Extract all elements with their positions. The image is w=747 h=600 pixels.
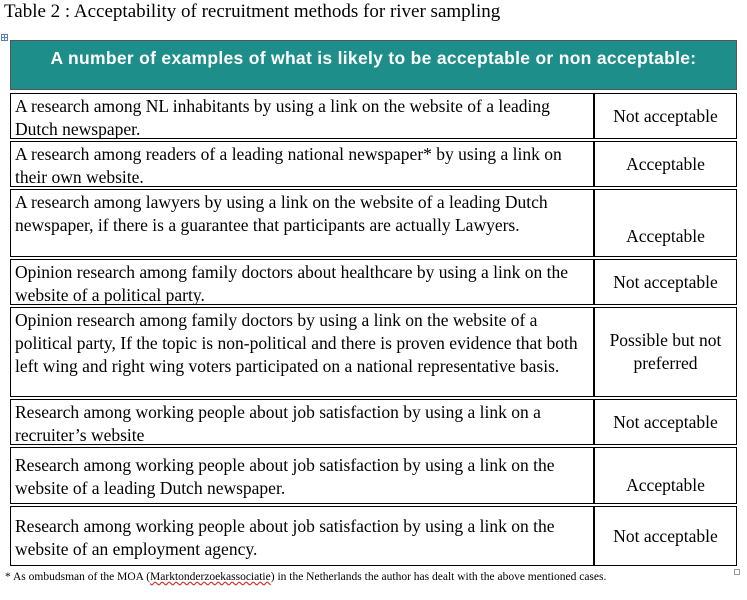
table-row (10, 506, 737, 566)
table-move-handle-icon[interactable] (1, 34, 8, 41)
row-verdict: Not acceptable (594, 399, 737, 445)
row-description: Opinion research among family doctors by using a link on the website of a political party, If the topic is non-political and there is proven evidence that both left wing and right wing voters participated on a national representative basis. (10, 307, 594, 397)
row-description: A research among NL inhabitants by using a link on the website of a leading Dutch newspaper. (10, 93, 594, 139)
table-header (10, 40, 737, 90)
table-row (10, 189, 737, 257)
footnote-prefix: * As ombudsman of the MOA ( (5, 571, 151, 583)
row-verdict: Not acceptable (594, 259, 737, 305)
row-verdict: Not acceptable (594, 506, 737, 566)
row-description: A research among readers of a leading national newspaper* by using a link on their own website. (10, 141, 594, 187)
table-header-title: A number of examples of what is likely to be acceptable or non acceptable: (50, 48, 697, 68)
row-description: Opinion research among family doctors about healthcare by using a link on the website of a political party. (10, 259, 594, 305)
row-description: Research among working people about job satisfaction by using a link on the website of a leading Dutch newspaper. (10, 447, 594, 504)
row-verdict: Acceptable (594, 141, 737, 187)
text-boundary-marker (734, 569, 740, 575)
footnote (5, 570, 725, 584)
row-verdict: Possible but not preferred (594, 307, 737, 397)
table-caption: Table 2 : Acceptability of recruitment methods for river sampling (4, 1, 501, 22)
row-verdict: Not acceptable (594, 93, 737, 139)
table-row (10, 307, 737, 397)
table-row (10, 447, 737, 504)
table-row (10, 259, 737, 305)
row-description: Research among working people about job satisfaction by using a link on a recruiter’s website (10, 399, 594, 445)
row-description: A research among lawyers by using a link on the website of a leading Dutch newspaper, if there is a guarantee that participants are actually Lawyers. (10, 189, 594, 257)
footnote-suffix: ) in the Netherlands the author has dealt with the above mentioned cases. (270, 571, 607, 583)
table-row (10, 93, 737, 139)
table-row (10, 399, 737, 445)
row-verdict: Acceptable (594, 189, 737, 257)
row-description: Research among working people about job satisfaction by using a link on the website of an employment agency. (10, 506, 594, 566)
table-row (10, 141, 737, 187)
row-verdict: Acceptable (594, 447, 737, 504)
footnote-moa-term: Marktonderzoekassociatie (150, 571, 271, 583)
